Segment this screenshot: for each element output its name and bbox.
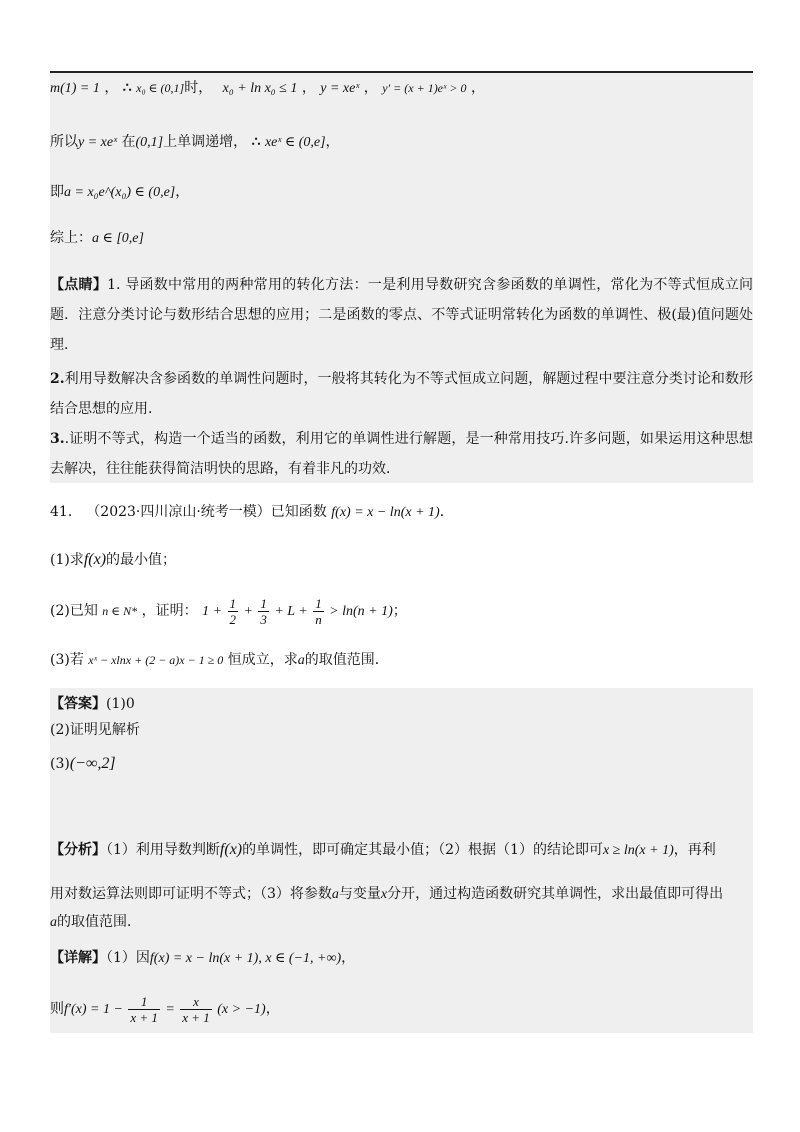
math-y-derivative: y′ = (x + 1)eˣ > 0	[382, 81, 467, 95]
therefore-symbol: ∴	[251, 134, 261, 150]
fraction-x-over-x-plus-1: $\frac{x}{x + 1}$	[182, 993, 210, 1025]
math-x0-ineq: x₀ + ln x₀ ≤ 1	[222, 81, 298, 96]
fraction-1-n: $\frac{1}{n}$	[315, 595, 322, 627]
question-number: 41．	[50, 504, 82, 520]
review-label: 【点睛】	[50, 277, 108, 293]
review-para-1: 【点睛】1. 导函数中常用的两种常用的转化方法：一是利用导数研究含参函数的单调性，常化为不等式恒成立问题．注意分类讨论与数形结合思想的应用；二是函数的零点、不等式证明常转化为函数的单调性、极(最)值问题处理．	[50, 277, 754, 353]
answer-line-3: (3)(−∞,2]	[50, 755, 116, 772]
analysis-line-2: 用对数运算法则即可证明不等式；（3）将参数a与变量x分开，通过构造函数研究其单调性，求出最值即可得出	[50, 886, 724, 902]
detail-label: 【详解】	[50, 950, 106, 966]
math-x0-range: x₀ ∈ (0,1]	[136, 81, 185, 95]
solution-line-3: 即a = x₀e^(x₀) ∈ (0,e]，	[50, 184, 190, 200]
review-para-3: 3..证明不等式，构造一个适当的函数，利用它的单调性进行解题，是一种常用技巧.许多问题，如果运用这种思想去解决，往往能获得简洁明快的思路，有着非凡的功效．	[50, 431, 753, 477]
detail-line-2: 则f′(x) = 1 − $\frac{1}{x + 1}$ = $\frac{x}{x + 1}$ (x > −1)，	[50, 993, 280, 1025]
analysis-line-1: 【分析】（1）利用导数判断f(x)的单调性，即可确定其最小值；（2）根据（1）的结论即可x ≥ ln(x + 1)，再利	[50, 841, 716, 858]
detail-line-1: 【详解】（1）因f(x) = x − ln(x + 1), x ∈ (−1, +∞)，	[50, 950, 356, 966]
therefore-symbol: ∴	[122, 80, 132, 96]
question-function: f(x) = x − ln(x + 1)	[331, 505, 440, 520]
fraction-1-over-x-plus-1: $\frac{1}{x + 1}$	[130, 993, 158, 1025]
question-41-header: 41． （2023·四川凉山·统考一模）已知函数 f(x) = x − ln(x + 1)．	[50, 504, 454, 520]
answer-line-2: (2)证明见解析	[50, 722, 140, 738]
question-part-2: (2)已知 n ∈ N* ，证明： 1 + $\frac{1}{2}$ + $\frac{1}{3}$ + L + $\frac{1}{n}$ > ln(n + 1)；	[50, 595, 407, 627]
analysis-label: 【分析】	[50, 842, 106, 858]
question-part-3: (3)若 xˣ − xlnx + (2 − a)x − 1 ≥ 0 恒成立，求a的取值范围．	[50, 652, 389, 668]
solution-line-1: m(1) = 1 ， ∴ x₀ ∈ (0,1]时， x₀ + ln x₀ ≤ 1 ， y = xeˣ ， y′ = (x + 1)eˣ > 0 ，	[50, 80, 485, 96]
fraction-1-3: $\frac{1}{3}$	[260, 595, 267, 627]
math-m1: m(1) = 1	[50, 81, 100, 96]
analysis-line-3: a的取值范围．	[50, 914, 141, 930]
math-y-def: y = xeˣ	[320, 81, 360, 96]
answer-line-1: 【答案】(1)0	[50, 696, 135, 712]
fraction-1-2: $\frac{1}{2}$	[229, 595, 236, 627]
review-para-2: 2.利用导数解决含参函数的单调性问题时，一般将其转化为不等式恒成立问题，解题过程中要注意分类讨论和数形结合思想的应用．	[50, 371, 753, 417]
solution-line-4: 综上：a ∈ [0,e]	[50, 230, 144, 246]
answer-label: 【答案】	[50, 696, 106, 712]
solution-line-2: 所以y = xeˣ 在(0,1]上单调递增， ∴ xeˣ ∈ (0,e]，	[50, 134, 340, 150]
question-part-1: (1)求f(x)的最小值；	[50, 551, 177, 568]
